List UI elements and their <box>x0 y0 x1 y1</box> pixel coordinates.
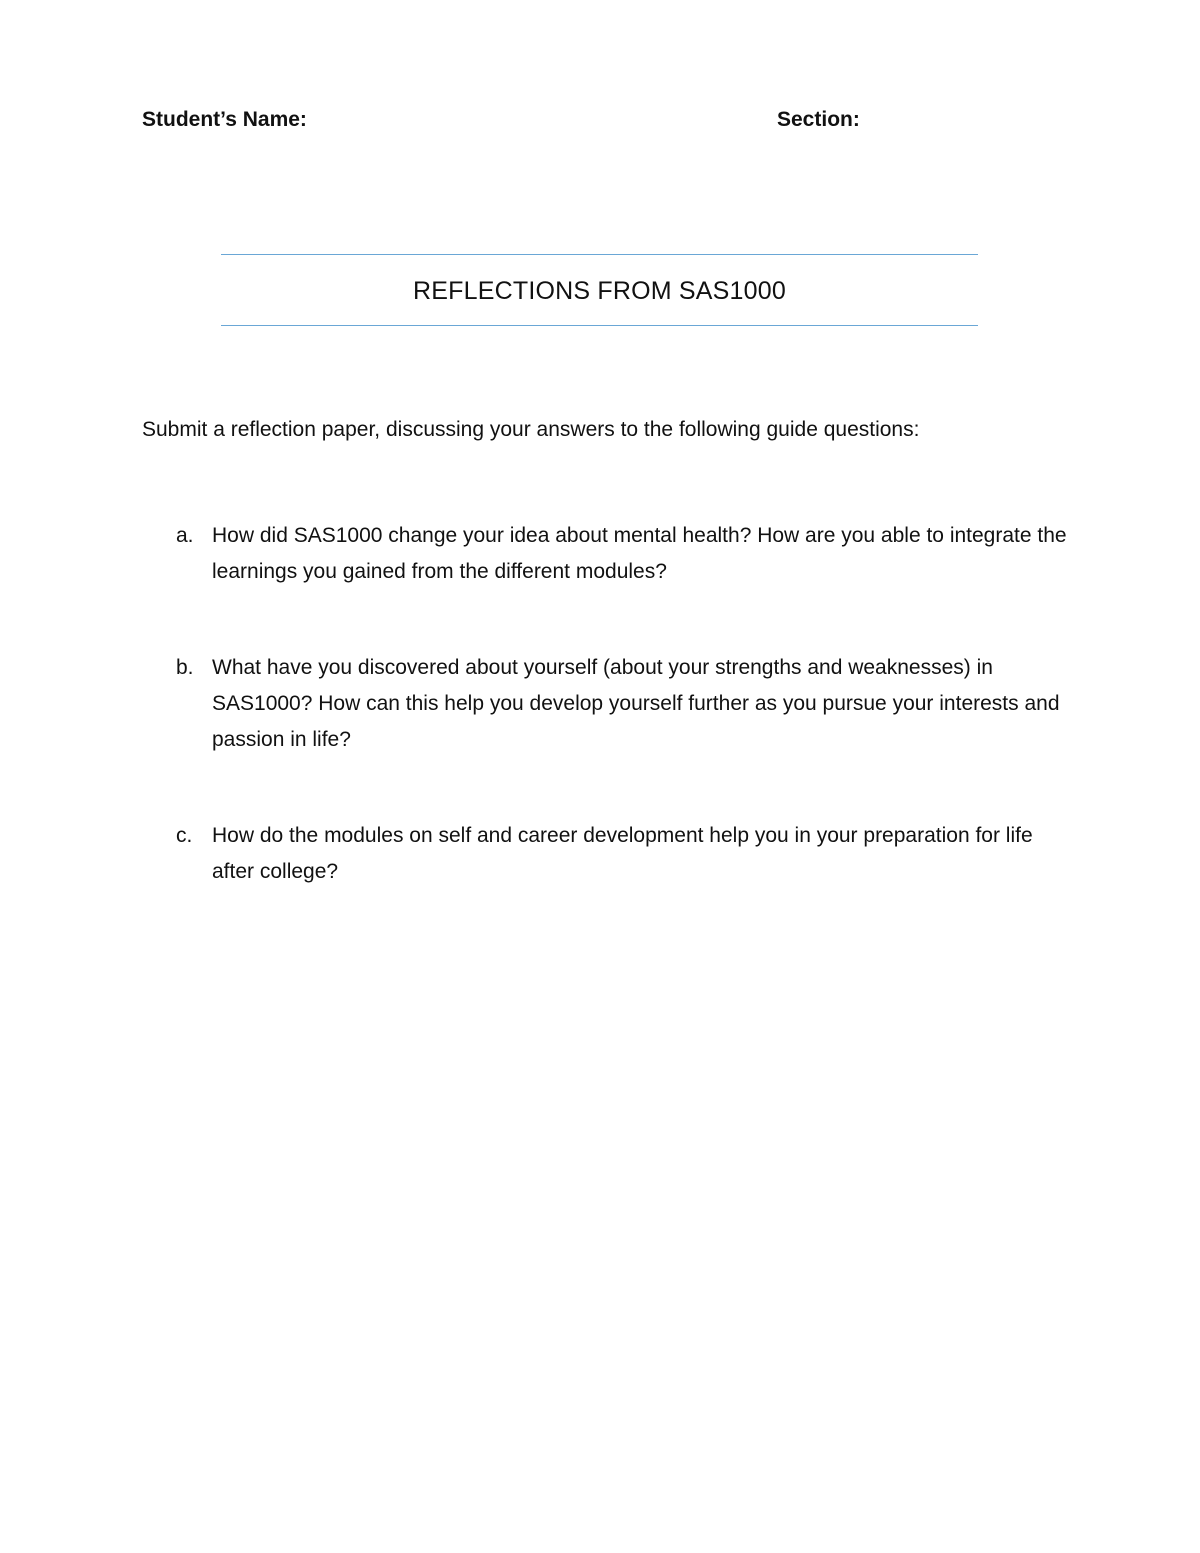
document-title: REFLECTIONS FROM SAS1000 <box>413 277 786 305</box>
question-marker: c. <box>176 824 193 847</box>
question-marker: b. <box>176 656 194 679</box>
instruction-text: Submit a reflection paper, discussing your answers to the following guide questions: <box>142 418 920 441</box>
question-item <box>142 818 1082 890</box>
title-bottom-rule <box>221 325 978 326</box>
section-label: Section: <box>777 108 860 131</box>
question-marker: a. <box>176 524 194 547</box>
question-item <box>142 518 1082 590</box>
question-text: How do the modules on self and career development help you in your preparation for life after college? <box>212 824 1033 883</box>
question-text: How did SAS1000 change your idea about mental health? How are you able to integrate the learnings you gained from the different modules? <box>212 524 1067 583</box>
title-top-rule <box>221 254 978 255</box>
student-name-label: Student’s Name: <box>142 108 307 131</box>
question-text: What have you discovered about yourself (about your strengths and weaknesses) in SAS1000? How can this help you develop yourself further as you pursue your interests and passion in life? <box>212 656 1060 751</box>
question-item <box>142 650 1082 758</box>
